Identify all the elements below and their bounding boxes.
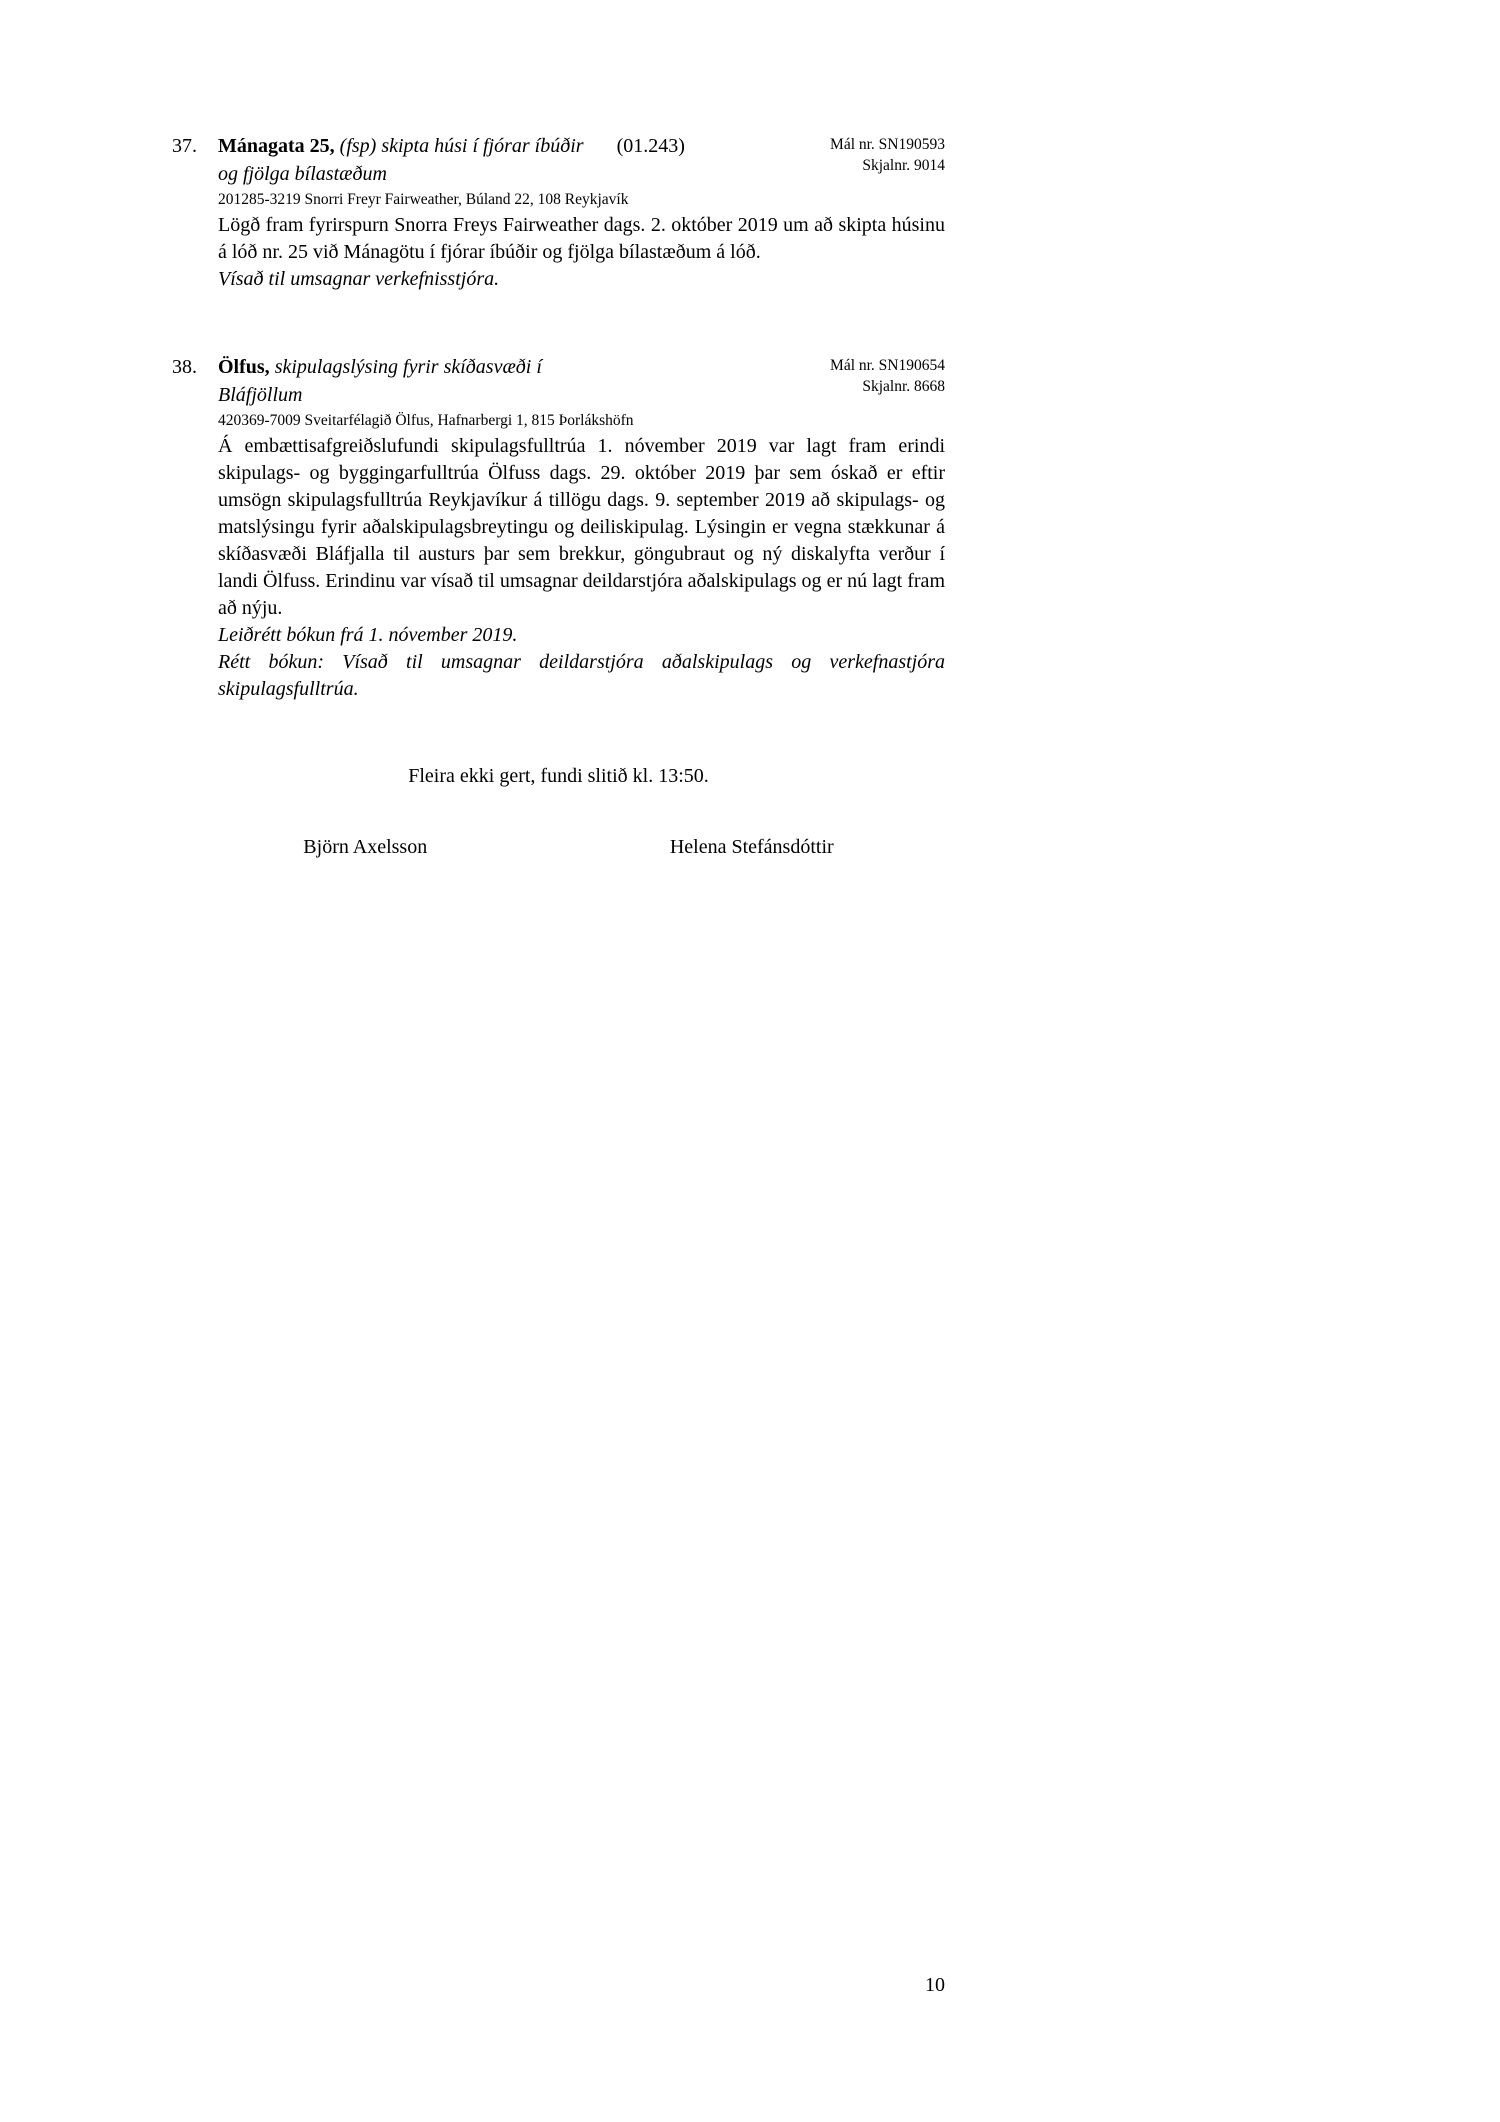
signatures-row: [172, 834, 945, 861]
item-title-code: (01.243): [616, 135, 685, 157]
item-title-description: (fsp) skipta húsi í fjórar íbúðir: [339, 135, 584, 157]
registrant-line: 201285-3219 Snorri Freyr Fairweather, Búland 22, 108 Reykjavík: [218, 191, 629, 208]
item-title-name: Ölfus,: [218, 356, 270, 378]
item-body: Lögð fram fyrirspurn Snorra Freys Fairweather dags. 2. október 2019 um að skipta húsinu á lóð nr. 25 við Mánagötu í fjórar íbúðir og fjölga bílastæðum á lóð.: [218, 214, 945, 263]
registrant-line: 420369-7009 Sveitarfélagið Ölfus, Hafnarbergi 1, 815 Þorlákshöfn: [218, 412, 634, 429]
item-body: Á embættisafgreiðslufundi skipulagsfulltrúa 1. nóvember 2019 var lagt fram erindi skipulags- og byggingarfulltrúa Ölfuss dags. 29. október 2019 þar sem óskað er eftir umsögn skipulagsfulltrúa Reykjavíkur á tillögu dags. 9. september 2019 að skipulags- og matslýsingu fyrir aðalskipulagsbreytingu og deiliskipulag. Lýsingin er vegna stækkunar á skíðasvæði Bláfjalla til austurs þar sem brekkur, göngubraut og ný diskalyfta verður í landi Ölfuss. Erindinu var vísað til umsagnar deildarstjóra aðalskipulags og er nú lagt fram að nýju.: [218, 435, 945, 619]
closing-line: Fleira ekki gert, fundi slitið kl. 13:50.: [408, 765, 709, 787]
item-subtitle: Bláfjöllum: [218, 384, 303, 406]
agenda-item-38: [172, 353, 945, 703]
item-number: 37.: [172, 135, 197, 157]
page-number: 10: [925, 1974, 945, 1996]
item-title-name: Mánagata 25,: [218, 135, 335, 157]
item-title-description: skipulagslýsing fyrir skíðasvæði í: [274, 356, 542, 378]
case-info: [830, 134, 945, 176]
item-number: 38.: [172, 356, 197, 378]
document-content: [172, 132, 945, 861]
signature-name: Björn Axelsson: [303, 836, 428, 858]
item-note: Vísað til umsagnar verkefnisstjóra.: [218, 268, 500, 290]
case-number: Mál nr. SN190593: [830, 136, 945, 153]
item-subtitle: og fjölga bílastæðum: [218, 163, 387, 185]
agenda-item-37: [172, 132, 945, 293]
item-note: Leiðrétt bókun frá 1. nóvember 2019.: [218, 624, 518, 646]
document-number: Skjalnr. 8668: [862, 378, 945, 395]
item-note-correction: Rétt bókun: Vísað til umsagnar deildarstjóra aðalskipulags og verkefnastjóra skipulagsfulltrúa.: [218, 651, 945, 700]
case-number: Mál nr. SN190654: [830, 357, 945, 374]
case-info: [830, 355, 945, 397]
document-number: Skjalnr. 9014: [862, 157, 945, 174]
signature-name: Helena Stefánsdóttir: [669, 836, 834, 858]
